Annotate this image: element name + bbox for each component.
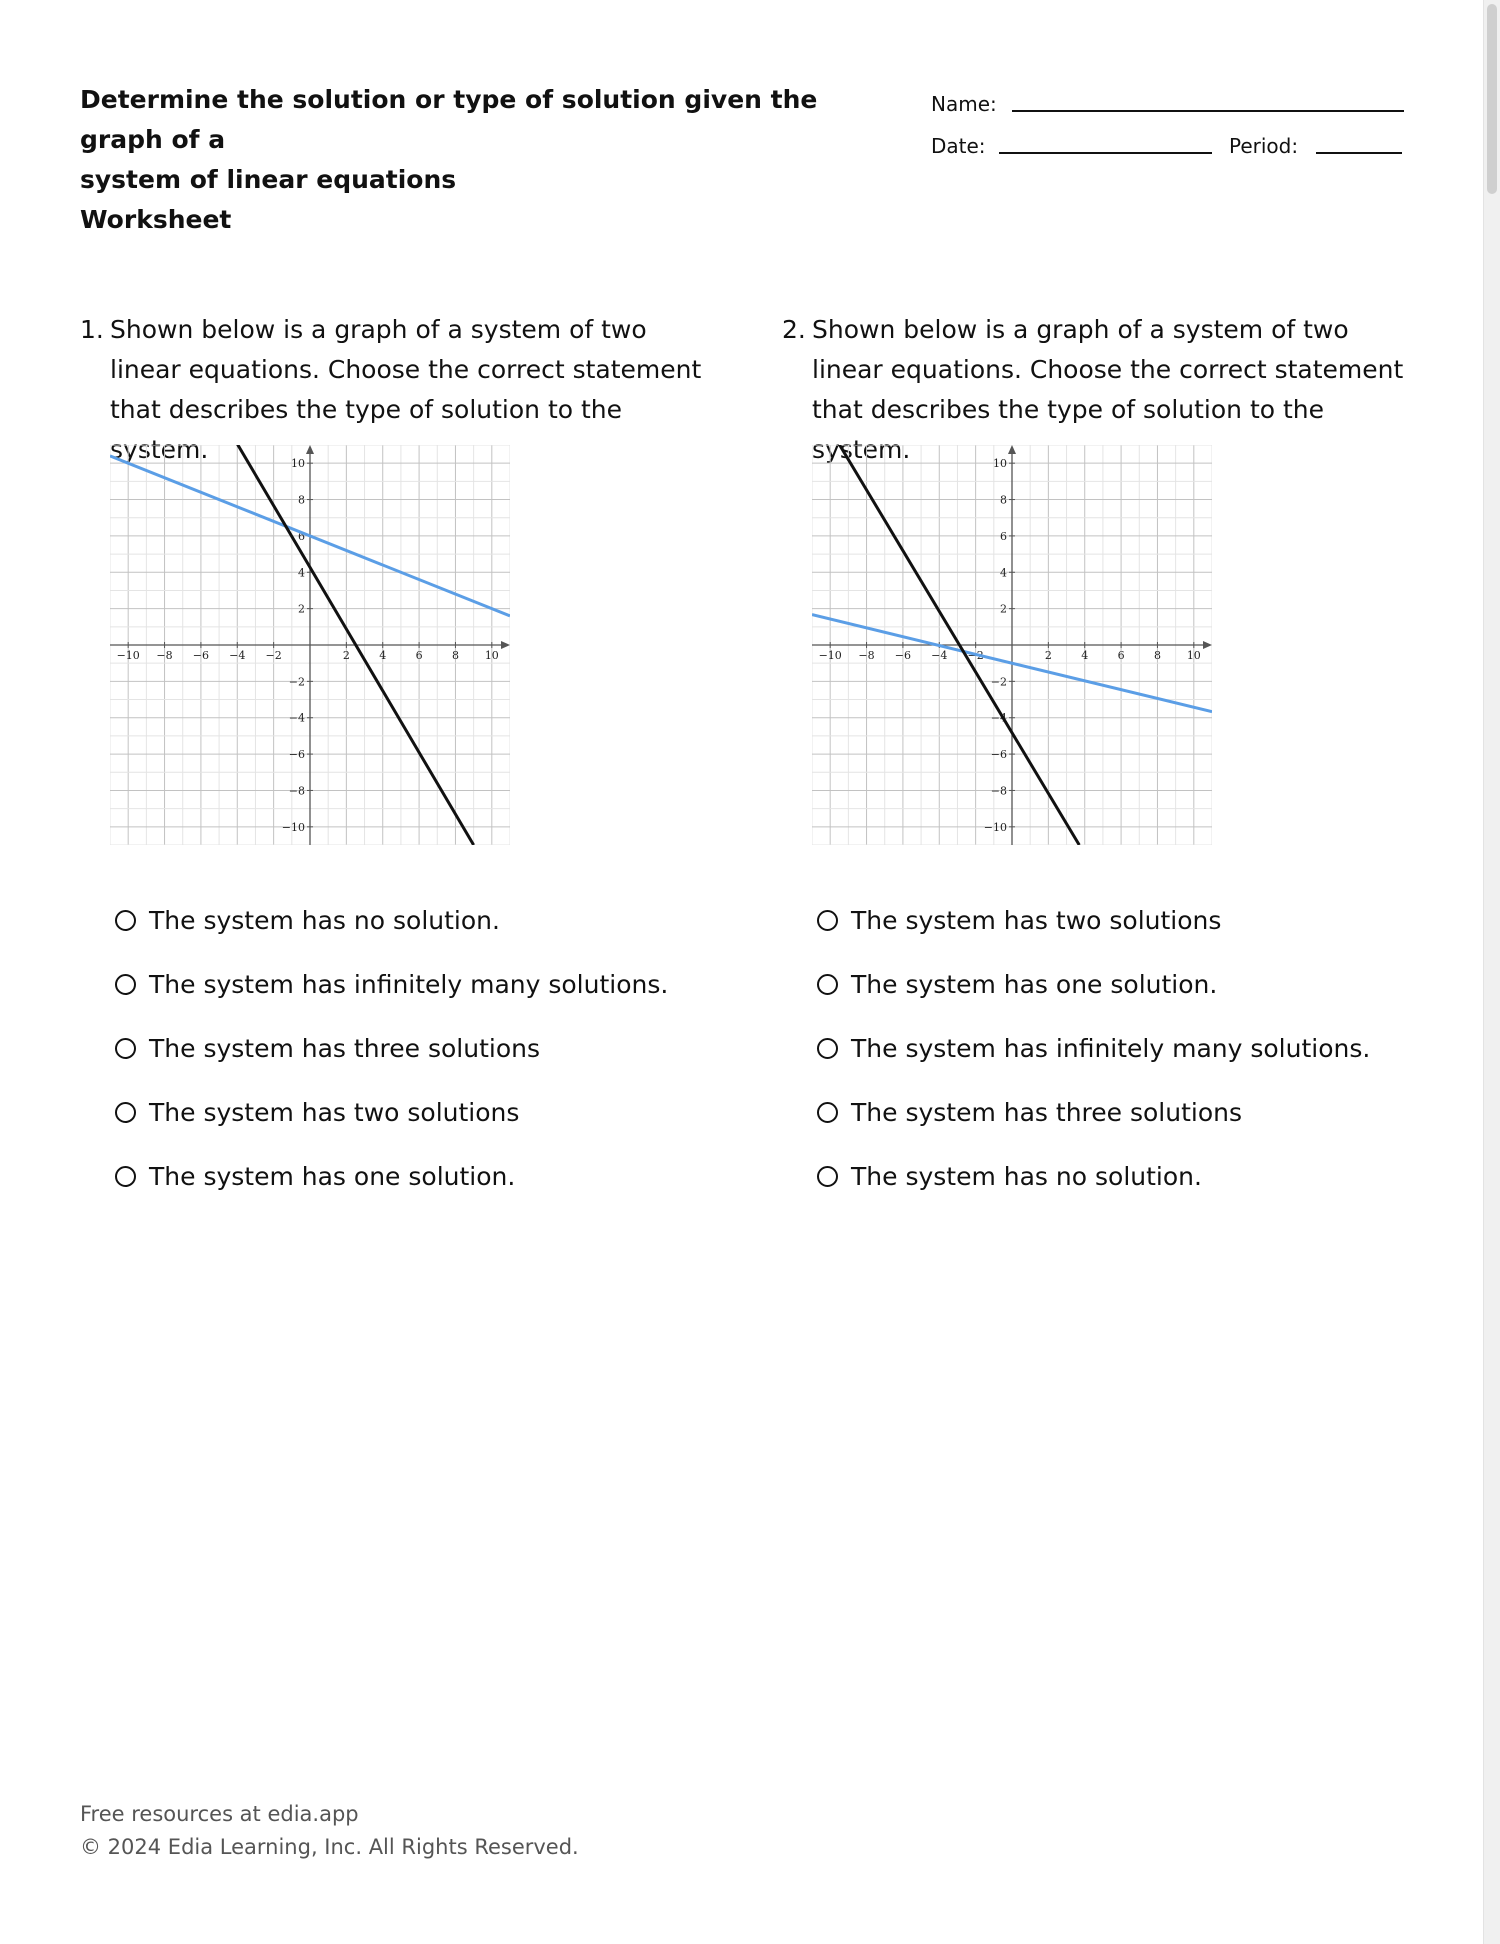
option-label: The system has infinitely many solutions. — [149, 969, 669, 999]
radio-icon[interactable] — [115, 1166, 136, 1187]
y-tick-label: −2 — [288, 675, 305, 689]
footer-link-text: Free resources at edia.app — [80, 1802, 359, 1826]
radio-icon[interactable] — [115, 974, 136, 995]
radio-icon[interactable] — [817, 1102, 838, 1123]
x-tick-label: −4 — [931, 649, 948, 662]
prompt-line: Shown below is a graph of a system of two — [110, 315, 647, 344]
y-axis-arrow — [1008, 445, 1016, 454]
x-tick-label: −4 — [229, 649, 246, 662]
y-tick-label: −6 — [990, 748, 1007, 762]
answer-option[interactable] — [817, 1028, 1370, 1068]
y-tick-label: 2 — [1000, 602, 1007, 616]
x-tick-label: 2 — [1044, 649, 1052, 662]
question-number: 2. — [782, 315, 806, 344]
answer-option[interactable] — [817, 964, 1217, 1004]
x-tick-label: −8 — [858, 649, 875, 662]
y-tick-label: −8 — [990, 784, 1007, 798]
answer-option[interactable] — [817, 900, 1221, 940]
scrollbar[interactable] — [1483, 0, 1500, 1944]
y-tick-label: −10 — [983, 820, 1007, 834]
name-field[interactable] — [1012, 110, 1404, 112]
scrollbar-thumb[interactable] — [1487, 4, 1497, 194]
graph-2 — [812, 445, 1212, 845]
answer-option[interactable] — [115, 1156, 515, 1196]
y-tick-label: −4 — [288, 711, 305, 725]
answer-option[interactable] — [115, 1028, 540, 1068]
y-tick-label: 8 — [1000, 493, 1007, 507]
graph-1 — [110, 445, 510, 845]
option-label: The system has infinitely many solutions. — [851, 1033, 1371, 1063]
copyright: © 2024 Edia Learning, Inc. All Rights Reserved. — [80, 1835, 579, 1859]
option-label: The system has two solutions — [149, 1097, 520, 1127]
prompt-line: linear equations. Choose the correct statement — [110, 355, 702, 384]
y-tick-label: 8 — [298, 493, 305, 507]
title-line-2: system of linear equations — [80, 165, 457, 194]
x-tick-label: 10 — [1186, 649, 1201, 662]
y-tick-label: 10 — [291, 457, 305, 471]
x-tick-label: −10 — [818, 649, 842, 662]
period-field[interactable] — [1316, 152, 1402, 154]
x-tick-label: 6 — [415, 649, 423, 662]
worksheet-subtitle: Worksheet — [80, 205, 232, 234]
x-tick-label: 8 — [451, 649, 459, 662]
y-tick-label: 4 — [1000, 566, 1007, 580]
date-label: Date: — [931, 134, 986, 158]
option-label: The system has no solution. — [851, 1161, 1202, 1191]
option-label: The system has no solution. — [149, 905, 500, 935]
radio-icon[interactable] — [817, 974, 838, 995]
answer-option[interactable] — [115, 1092, 519, 1132]
y-tick-label: −2 — [990, 675, 1007, 689]
y-tick-label: −10 — [281, 820, 305, 834]
y-tick-label: 2 — [298, 602, 305, 616]
y-tick-label: 4 — [298, 566, 305, 580]
radio-icon[interactable] — [817, 1038, 838, 1059]
x-axis-arrow — [1203, 641, 1212, 649]
y-tick-label: −8 — [288, 784, 305, 798]
option-label: The system has one solution. — [851, 969, 1218, 999]
worksheet-title — [80, 80, 880, 240]
option-label: The system has one solution. — [149, 1161, 516, 1191]
x-tick-label: −6 — [192, 649, 210, 662]
prompt-line: that describes the type of solution to the system. — [812, 395, 1325, 464]
x-tick-label: 4 — [1081, 649, 1089, 662]
answer-option[interactable] — [115, 964, 668, 1004]
answer-option[interactable] — [817, 1092, 1242, 1132]
y-tick-label: 6 — [298, 529, 305, 543]
radio-icon[interactable] — [817, 910, 838, 931]
prompt-line: linear equations. Choose the correct statement — [812, 355, 1404, 384]
y-tick-label: −4 — [990, 711, 1007, 725]
option-label: The system has three solutions — [149, 1033, 541, 1063]
answer-option[interactable] — [817, 1156, 1202, 1196]
radio-icon[interactable] — [115, 1102, 136, 1123]
name-label: Name: — [931, 92, 997, 116]
x-tick-label: −8 — [156, 649, 173, 662]
x-tick-label: 8 — [1153, 649, 1161, 662]
prompt-line: that describes the type of solution to the system. — [110, 395, 623, 464]
y-tick-label: 6 — [1000, 529, 1007, 543]
x-tick-label: −2 — [967, 649, 984, 662]
radio-icon[interactable] — [115, 1038, 136, 1059]
option-label: The system has three solutions — [851, 1097, 1243, 1127]
option-label: The system has two solutions — [851, 905, 1222, 935]
x-tick-label: 4 — [379, 649, 387, 662]
radio-icon[interactable] — [115, 910, 136, 931]
date-field[interactable] — [999, 152, 1212, 154]
radio-icon[interactable] — [817, 1166, 838, 1187]
question-number: 1. — [80, 315, 104, 344]
x-axis-arrow — [501, 641, 510, 649]
x-tick-label: 2 — [342, 649, 350, 662]
y-tick-label: 10 — [993, 457, 1007, 471]
x-tick-label: −2 — [265, 649, 282, 662]
x-tick-label: 6 — [1117, 649, 1125, 662]
period-label: Period: — [1229, 134, 1299, 158]
prompt-line: Shown below is a graph of a system of two — [812, 315, 1349, 344]
answer-option[interactable] — [115, 900, 500, 940]
x-tick-label: −10 — [116, 649, 140, 662]
x-tick-label: −6 — [894, 649, 912, 662]
footer — [80, 1798, 579, 1864]
y-axis-arrow — [306, 445, 314, 454]
y-tick-label: −6 — [288, 748, 305, 762]
x-tick-label: 10 — [484, 649, 499, 662]
title-line-1: Determine the solution or type of solution given the graph of a — [80, 85, 818, 154]
